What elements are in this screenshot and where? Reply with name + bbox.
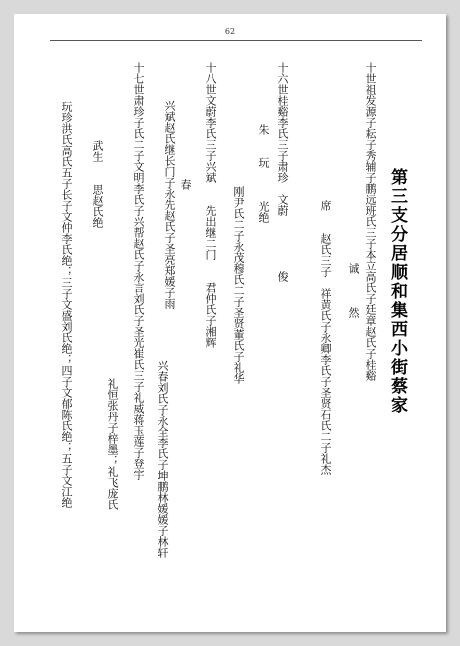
genealogy-column: 十六世桂谿李氏三子肃珍 文蔚 俊 xyxy=(276,62,289,282)
header-rule xyxy=(50,40,422,41)
genealogy-column: 兴斌赵氏继长门子永先赵氏子圣亮郑媛子雨 xyxy=(163,100,176,309)
genealogy-column: 玩珍洪氏高氏五子长子文仲李氏绝；三子文盛刘氏绝；四子文郁陈氏绝；五子文江绝 xyxy=(60,101,73,508)
book-page xyxy=(14,14,446,632)
genealogy-column: 朱 玩 光绝 xyxy=(257,124,270,223)
genealogy-column: 席 赵氏三子 祥黄氏子永卿李氏子圣贤石氏二子礼杰 xyxy=(319,200,332,475)
page-number: 62 xyxy=(224,27,236,36)
genealogy-column: 十八世文蔚李氏三子兴斌 先出继二门 君仲氏子湘辉 xyxy=(204,62,217,348)
genealogy-column: 春 xyxy=(179,179,192,190)
genealogy-column: 礼恒张丹子梓墨；礼飞庞氏 xyxy=(106,378,119,510)
genealogy-column: 诚 然 xyxy=(347,263,360,318)
genealogy-column: 十七世肃珍子氏二子文明李氏子兴帮赵氏子永言刘氏子圣光崔氏三子礼威蒋玉莲子登宇 xyxy=(132,62,145,480)
section-title: 第三支分居顺和集西小街蔡家 xyxy=(387,168,407,415)
genealogy-column: 兴春刘氏子永全李氏子坤鹏林媛媛子林轩 xyxy=(156,360,169,558)
genealogy-column: 十世祖发源子耘子秀辅子鹏远班氏三子本立高氏子廷章赵氏子桂谿 xyxy=(364,62,377,381)
genealogy-column: 刚尹氏二子永茂穆氏二子圣贤董氏子礼华 xyxy=(232,186,245,384)
genealogy-column: 武生 思赵氏绝 xyxy=(91,140,104,228)
